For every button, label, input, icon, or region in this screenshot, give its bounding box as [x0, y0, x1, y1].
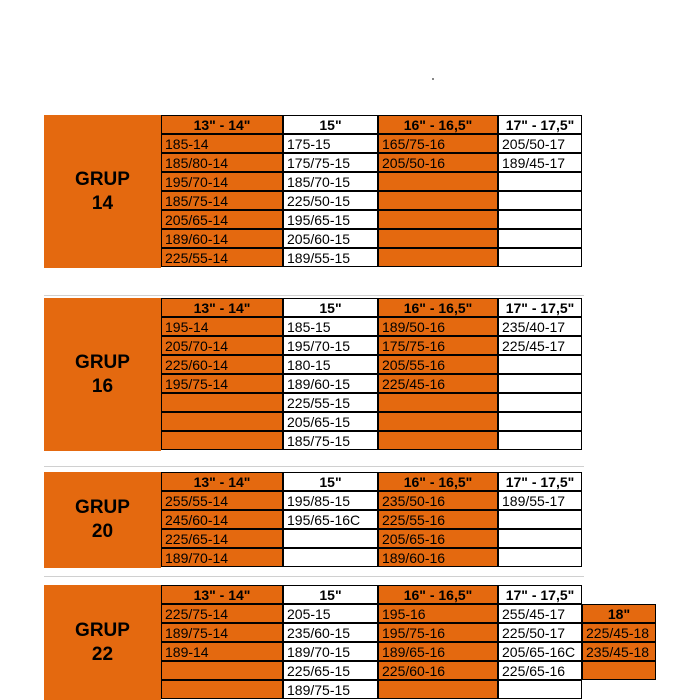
- header-15: 15": [283, 298, 378, 317]
- table-cell: 205/50-16: [378, 153, 498, 172]
- table-cell: 205/60-15: [283, 229, 378, 248]
- group-label: [44, 298, 161, 451]
- table-cell: [283, 529, 378, 548]
- table-cell: [378, 248, 498, 267]
- header-18: 18": [582, 604, 656, 623]
- header-16: 16" - 16,5": [378, 472, 498, 491]
- stray-dot: [432, 78, 434, 80]
- table-cell: 189/60-16: [378, 548, 498, 567]
- header-17: 17" - 17,5": [498, 298, 582, 317]
- table-cell: 225/75-14: [161, 604, 283, 623]
- table-cell: [498, 680, 582, 699]
- table-cell: 189/55-15: [283, 248, 378, 267]
- group-label: [44, 115, 161, 268]
- header-17: 17" - 17,5": [498, 115, 582, 134]
- group-label-line2: 22: [91, 643, 114, 665]
- table-cell: [498, 229, 582, 248]
- table-cell: 195-14: [161, 317, 283, 336]
- divider: [44, 295, 584, 296]
- table-cell: [283, 548, 378, 567]
- table-cell: 185-14: [161, 134, 283, 153]
- table-cell: 195/65-16C: [283, 510, 378, 529]
- group-label-line1: GRUP: [75, 351, 130, 373]
- table-cell: 205/55-16: [378, 355, 498, 374]
- table-cell: 225/50-17: [498, 623, 582, 642]
- table-cell: 205/65-14: [161, 210, 283, 229]
- table-cell: [378, 172, 498, 191]
- table-cell: 180-15: [283, 355, 378, 374]
- table-cell: [378, 229, 498, 248]
- table-cell: 195/70-14: [161, 172, 283, 191]
- table-cell: 225/45-18: [582, 623, 656, 642]
- table-cell: 225/65-15: [283, 661, 378, 680]
- group-label-line1: GRUP: [75, 619, 130, 641]
- table-cell: [161, 680, 283, 699]
- table-cell: [378, 431, 498, 450]
- table-cell: [498, 431, 582, 450]
- table-cell: 225/55-16: [378, 510, 498, 529]
- table-cell: 255/55-14: [161, 491, 283, 510]
- table-cell: [378, 191, 498, 210]
- group-label-line1: GRUP: [75, 497, 130, 518]
- table-cell: 205/65-16C: [498, 642, 582, 661]
- table-cell: 175-15: [283, 134, 378, 153]
- table-cell: 195-16: [378, 604, 498, 623]
- table-cell: [498, 529, 582, 548]
- table-cell: [582, 661, 656, 680]
- table-cell: [498, 510, 582, 529]
- table-cell: 185/70-15: [283, 172, 378, 191]
- table-cell: 205/70-14: [161, 336, 283, 355]
- table-cell: 189/75-14: [161, 623, 283, 642]
- table-cell: 225/55-14: [161, 248, 283, 267]
- table-cell: 195/85-15: [283, 491, 378, 510]
- table-cell: [498, 548, 582, 567]
- table-cell: 235/45-18: [582, 642, 656, 661]
- header-13-14: 13" - 14": [161, 585, 283, 604]
- table-cell: 235/50-16: [378, 491, 498, 510]
- divider: [44, 466, 584, 467]
- header-15: 15": [283, 472, 378, 491]
- table-cell: 189/70-14: [161, 548, 283, 567]
- table-cell: [161, 431, 283, 450]
- table-cell: [161, 393, 283, 412]
- table-cell: 235/40-17: [498, 317, 582, 336]
- table-cell: 175/75-15: [283, 153, 378, 172]
- table-cell: 225/45-16: [378, 374, 498, 393]
- table-cell: 189/60-14: [161, 229, 283, 248]
- table-cell: [498, 172, 582, 191]
- table-cell: [498, 374, 582, 393]
- table-cell: 225/65-16: [498, 661, 582, 680]
- table-cell: [378, 210, 498, 229]
- table-cell: 225/60-16: [378, 661, 498, 680]
- table-cell: 245/60-14: [161, 510, 283, 529]
- header-13-14: 13" - 14": [161, 115, 283, 134]
- table-cell: 189/60-15: [283, 374, 378, 393]
- header-17: 17" - 17,5": [498, 472, 582, 491]
- table-cell: [498, 191, 582, 210]
- table-cell: 205-15: [283, 604, 378, 623]
- table-cell: 185-15: [283, 317, 378, 336]
- header-13-14: 13" - 14": [161, 298, 283, 317]
- table-cell: 185/75-14: [161, 191, 283, 210]
- table-cell: [378, 412, 498, 431]
- group-label: [44, 472, 161, 568]
- group-label-line2: 14: [91, 192, 114, 214]
- header-15: 15": [283, 115, 378, 134]
- table-cell: [498, 393, 582, 412]
- table-cell: 185/75-15: [283, 431, 378, 450]
- header-17: 17" - 17,5": [498, 585, 582, 604]
- table-cell: 225/60-14: [161, 355, 283, 374]
- table-cell: [378, 393, 498, 412]
- table-cell: 195/70-15: [283, 336, 378, 355]
- table-cell: 205/65-16: [378, 529, 498, 548]
- header-15: 15": [283, 585, 378, 604]
- group-label-line1: GRUP: [75, 168, 130, 190]
- table-cell: 165/75-16: [378, 134, 498, 153]
- table-cell: 189/75-15: [283, 680, 378, 699]
- table-cell: 195/75-14: [161, 374, 283, 393]
- table-cell: [498, 248, 582, 267]
- table-cell: 185/80-14: [161, 153, 283, 172]
- group-label: [44, 585, 161, 700]
- table-cell: [378, 680, 498, 699]
- table-cell: [161, 412, 283, 431]
- table-cell: 189/70-15: [283, 642, 378, 661]
- header-16: 16" - 16,5": [378, 115, 498, 134]
- table-cell: 195/65-15: [283, 210, 378, 229]
- table-cell: [161, 661, 283, 680]
- table-cell: 175/75-16: [378, 336, 498, 355]
- header-16: 16" - 16,5": [378, 585, 498, 604]
- table-cell: 189/50-16: [378, 317, 498, 336]
- table-cell: 205/50-17: [498, 134, 582, 153]
- group-label-line2: 16: [91, 375, 114, 397]
- table-cell: 225/45-17: [498, 336, 582, 355]
- table-cell: [498, 355, 582, 374]
- table-cell: 189/45-17: [498, 153, 582, 172]
- group-label-line2: 20: [91, 521, 114, 542]
- table-cell: 189/55-17: [498, 491, 582, 510]
- table-cell: [498, 210, 582, 229]
- table-cell: 195/75-16: [378, 623, 498, 642]
- table-cell: 189-14: [161, 642, 283, 661]
- table-cell: 225/65-14: [161, 529, 283, 548]
- table-cell: 235/60-15: [283, 623, 378, 642]
- table-cell: 205/65-15: [283, 412, 378, 431]
- table-cell: 225/55-15: [283, 393, 378, 412]
- table-cell: [498, 412, 582, 431]
- table-cell: 255/45-17: [498, 604, 582, 623]
- header-16: 16" - 16,5": [378, 298, 498, 317]
- table-cell: 189/65-16: [378, 642, 498, 661]
- divider: [44, 576, 584, 577]
- table-cell: 225/50-15: [283, 191, 378, 210]
- header-13-14: 13" - 14": [161, 472, 283, 491]
